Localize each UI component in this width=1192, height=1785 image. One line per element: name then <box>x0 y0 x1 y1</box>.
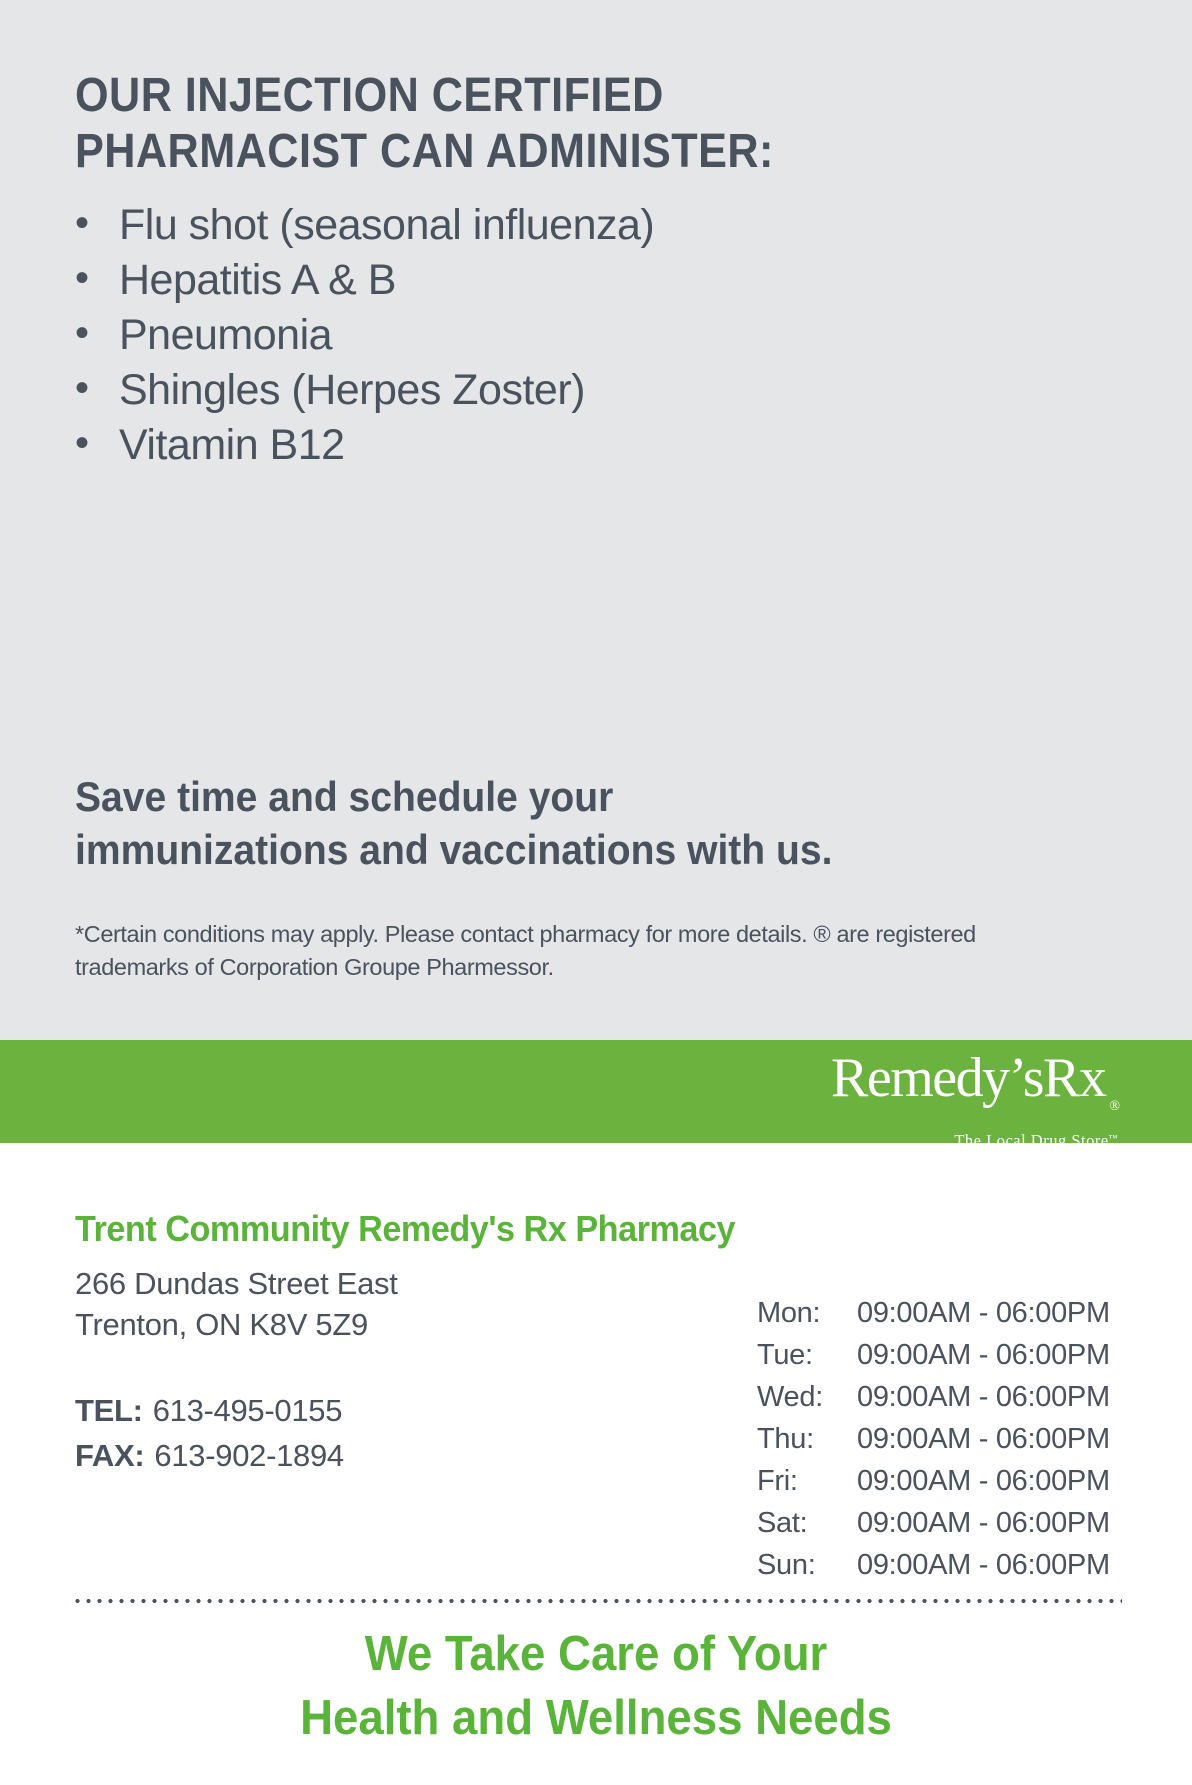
hours-day: Sun: <box>757 1549 816 1581</box>
promo-headline-line2: PHARMACIST CAN ADMINISTER: <box>75 125 774 178</box>
hours-time: 09:00AM - 06:00PM <box>857 1465 1110 1497</box>
promo-headline-line1: OUR INJECTION CERTIFIED <box>75 69 664 122</box>
tagline-text: The Local Drug Store <box>954 1131 1109 1150</box>
list-item-shingles: • Shingles (Herpes Zoster) <box>75 363 654 418</box>
tel-number: 613-495-0155 <box>152 1393 343 1428</box>
hours-row-fri <box>757 1460 1110 1502</box>
registered-mark-icon: ® <box>1109 1099 1120 1114</box>
hours-time: 09:00AM - 06:00PM <box>857 1297 1110 1329</box>
fax-row <box>75 1433 344 1478</box>
dotted-divider <box>72 1598 1122 1604</box>
list-item-pneumonia: • Pneumonia <box>75 308 654 363</box>
phone-numbers <box>75 1388 344 1478</box>
store-hours <box>757 1292 1110 1586</box>
fax-number: 613-902-1894 <box>154 1438 344 1473</box>
logo-wordmark <box>831 1048 1120 1137</box>
fax-label: FAX: <box>75 1438 145 1473</box>
store-address <box>75 1263 398 1345</box>
hours-time: 09:00AM - 06:00PM <box>857 1507 1110 1539</box>
cta-line2: immunizations and vaccinations with us. <box>75 826 833 873</box>
hours-row-sat <box>757 1502 1110 1544</box>
vaccine-list <box>75 198 654 473</box>
hours-time: 09:00AM - 06:00PM <box>857 1381 1110 1413</box>
promo-headline <box>75 68 774 180</box>
footer-slogan-line1: We Take Care of Your <box>364 1627 828 1681</box>
trademark-icon: ™ <box>1108 1133 1118 1143</box>
hours-day: Wed: <box>757 1381 823 1413</box>
footer-slogan <box>42 1622 1151 1750</box>
cta-heading <box>75 770 832 876</box>
brand-banner <box>0 1040 1192 1150</box>
hours-day: Thu: <box>757 1423 814 1455</box>
list-item-flu-shot: • Flu shot (seasonal influenza) <box>75 198 654 253</box>
hours-row-tue <box>757 1334 1110 1376</box>
list-item-hepatitis: • Hepatitis A & B <box>75 253 654 308</box>
tel-label: TEL: <box>75 1393 143 1428</box>
list-item-vitamin-b12: • Vitamin B12 <box>75 418 654 473</box>
footer-slogan-line2: Health and Wellness Needs <box>300 1691 892 1745</box>
hours-day: Sat: <box>757 1507 808 1539</box>
remedysrx-logo <box>831 1048 1120 1150</box>
hours-row-thu <box>757 1418 1110 1460</box>
disclaimer-text: *Certain conditions may apply. Please contact pharmacy for more details. ® are registered trademarks of Corporation Groupe Pharmessor. <box>75 921 976 980</box>
hours-time: 09:00AM - 06:00PM <box>857 1423 1110 1455</box>
hours-row-mon <box>757 1292 1110 1334</box>
address-line1: 266 Dundas Street East <box>75 1266 398 1301</box>
hours-row-wed <box>757 1376 1110 1418</box>
hours-day: Mon: <box>757 1297 821 1329</box>
address-line2: Trenton, ON K8V 5Z9 <box>75 1307 368 1342</box>
hours-time: 09:00AM - 06:00PM <box>857 1549 1110 1581</box>
logo-text: Remedy’sRx <box>831 1047 1106 1109</box>
tel-row <box>75 1388 344 1433</box>
hours-time: 09:00AM - 06:00PM <box>857 1339 1110 1371</box>
store-name: Trent Community Remedy's Rx Pharmacy <box>75 1208 736 1249</box>
cta-line1: Save time and schedule your <box>75 773 614 820</box>
hours-day: Tue: <box>757 1339 813 1371</box>
hours-row-sun <box>757 1544 1110 1586</box>
hours-day: Fri: <box>757 1465 798 1497</box>
